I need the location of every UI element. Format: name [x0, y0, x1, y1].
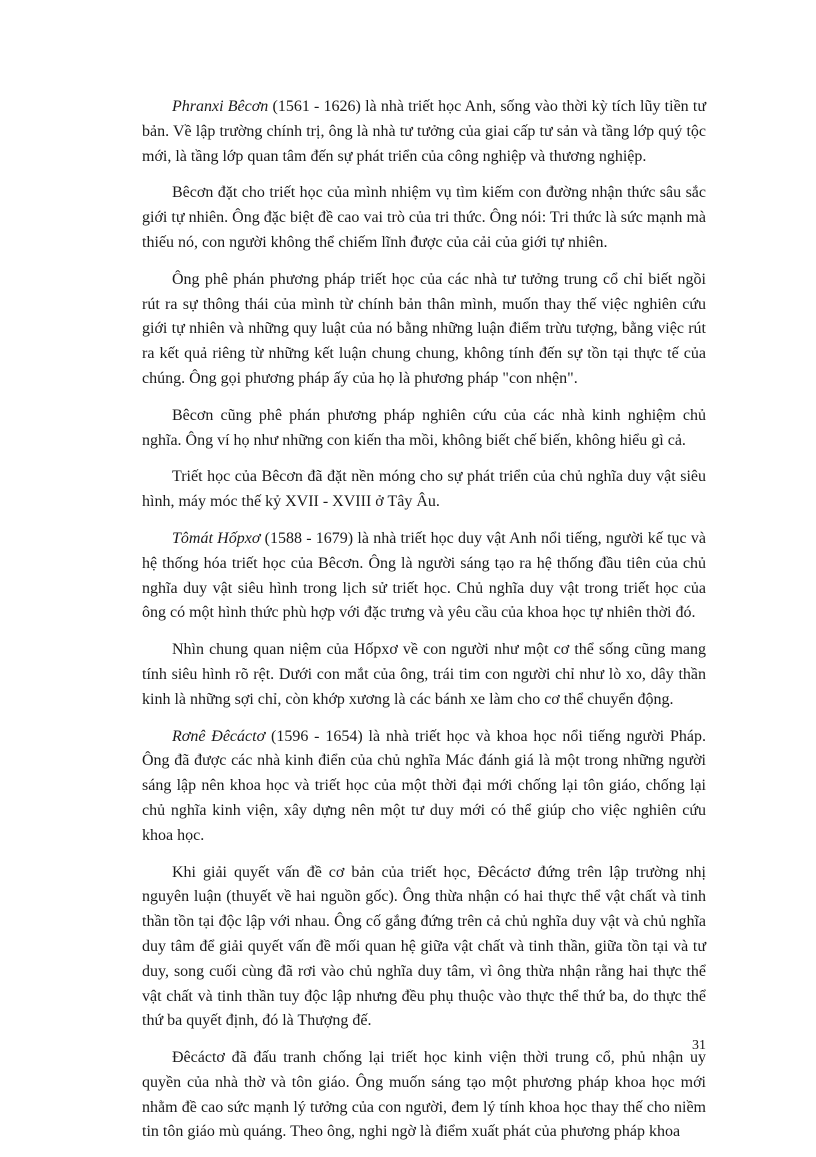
paragraph-descartes-dualism	[142, 861, 706, 1035]
paragraph-hobbes-intro	[142, 527, 706, 626]
page-body	[142, 95, 706, 1157]
paragraph-becon-task	[142, 181, 706, 255]
paragraph-becon-legacy	[142, 465, 706, 515]
paragraph-text: Bêcơn cũng phê phán phương pháp nghiên cứu của các nhà kinh nghiệm chủ nghĩa. Ông ví họ như những con kiến tha mồi, không biết chế biến, không hiểu gì cả.	[142, 406, 706, 449]
person-name-descartes: Rơnê Đêcáctơ	[172, 727, 266, 745]
paragraph-text: Bêcơn đặt cho triết học của mình nhiệm vụ tìm kiếm con đường nhận thức sâu sắc giới tự nhiên. Ông đặc biệt đề cao vai trò của tri thức. Ông nói: Tri thức là sức mạnh mà thiếu nó, con người không thể chiếm lĩnh được của cải của giới tự nhiên.	[142, 184, 706, 251]
person-name-becon: Phranxi Bêcơn	[172, 98, 269, 115]
paragraph-hobbes-human	[142, 638, 706, 712]
paragraph-descartes-method	[142, 1046, 706, 1145]
paragraph-becon-intro	[142, 95, 706, 169]
paragraph-text: Đêcáctơ đã đấu tranh chống lại triết học kinh viện thời trung cổ, phủ nhận uy quyền của nhà thờ và tôn giáo. Ông muốn sáng tạo một phương pháp khoa học mới nhằm đề cao sức mạnh lý tưởng của con người, đem lý tính khoa học thay thế cho niềm tin tôn giáo mù quáng. Theo ông, nghi ngờ là điểm xuất phát của phương pháp khoa	[142, 1049, 706, 1141]
page-number: 31	[692, 1038, 706, 1053]
paragraph-text: (1596 - 1654) là nhà triết học và khoa học nổi tiếng người Pháp. Ông đã được các nhà kinh điển của chủ nghĩa Mác đánh giá là một trong những người sáng lập nên khoa học và triết học của một thời đại mới chống lại tôn giáo, chống lại chủ nghĩa kinh viện, xây dựng nên một tư duy mới có thể giúp cho việc nghiên cứu khoa học.	[142, 727, 706, 844]
paragraph-text: (1561 - 1626) là nhà triết học Anh, sống vào thời kỳ tích lũy tiền tư bản. Về lập trường chính trị, ông là nhà tư tưởng của giai cấp tư sản và tầng lớp quý tộc mới, là tầng lớp quan tâm đến sự phát triển của công nghiệp và thương nghiệp.	[142, 98, 707, 165]
person-name-hobbes: Tômát Hốpxơ	[172, 529, 261, 547]
paragraph-becon-critique-medieval	[142, 268, 706, 392]
paragraph-text: Khi giải quyết vấn đề cơ bản của triết học, Đêcáctơ đứng trên lập trường nhị nguyên luận (thuyết về hai nguồn gốc). Ông thừa nhận có hai thực thể vật chất và tinh thần tồn tại độc lập với nhau. Ông cố gắng đứng trên cả chủ nghĩa duy vật và chủ nghĩa duy tâm để giải quyết vấn đề mối quan hệ giữa vật chất và tinh thần, giữa tồn tại và tư duy, song cuối cùng đã rơi vào chủ nghĩa duy tâm, vì ông thừa nhận rằng hai thực thể vật chất và tinh thần tuy độc lập nhưng đều phụ thuộc vào thực thể thứ ba, do thực thể thứ ba quyết định, đó là Thượng đế.	[142, 863, 706, 1030]
paragraph-text: (1588 - 1679) là nhà triết học duy vật Anh nổi tiếng, người kế tục và hệ thống hóa triết học của Bêcơn. Ông là người sáng tạo ra hệ thống đầu tiên của chủ nghĩa duy vật siêu hình trong lịch sử triết học. Chủ nghĩa duy vật trong triết học của ông có một hình thức phù hợp với đặc trưng và yêu cầu của khoa học tự nhiên thời đó.	[142, 529, 707, 622]
paragraph-descartes-intro	[142, 725, 706, 849]
paragraph-text: Triết học của Bêcơn đã đặt nền móng cho sự phát triển của chủ nghĩa duy vật siêu hình, máy móc thế kỷ XVII - XVIII ở Tây Âu.	[142, 468, 706, 511]
paragraph-text: Ông phê phán phương pháp triết học của các nhà tư tưởng trung cổ chỉ biết ngồi rút ra sự thông thái của mình từ chính bản thân mình, muốn thay thế việc nghiên cứu giới tự nhiên và những quy luật của nó bằng những luận điểm trừu tượng, bằng việc rút ra kết quả riêng từ những kết luận chung chung, không tính đến sự tồn tại thực tế của chúng. Ông gọi phương pháp ấy của họ là phương pháp "con nhện".	[142, 270, 706, 387]
paragraph-becon-critique-empiricists	[142, 404, 706, 454]
paragraph-text: Nhìn chung quan niệm của Hốpxơ về con người như một cơ thể sống cũng mang tính siêu hình rõ rệt. Dưới con mắt của ông, trái tim con người chỉ như lò xo, dây thần kinh là những sợi chỉ, còn khớp xương là các bánh xe làm cho cơ thể chuyển động.	[142, 641, 706, 708]
